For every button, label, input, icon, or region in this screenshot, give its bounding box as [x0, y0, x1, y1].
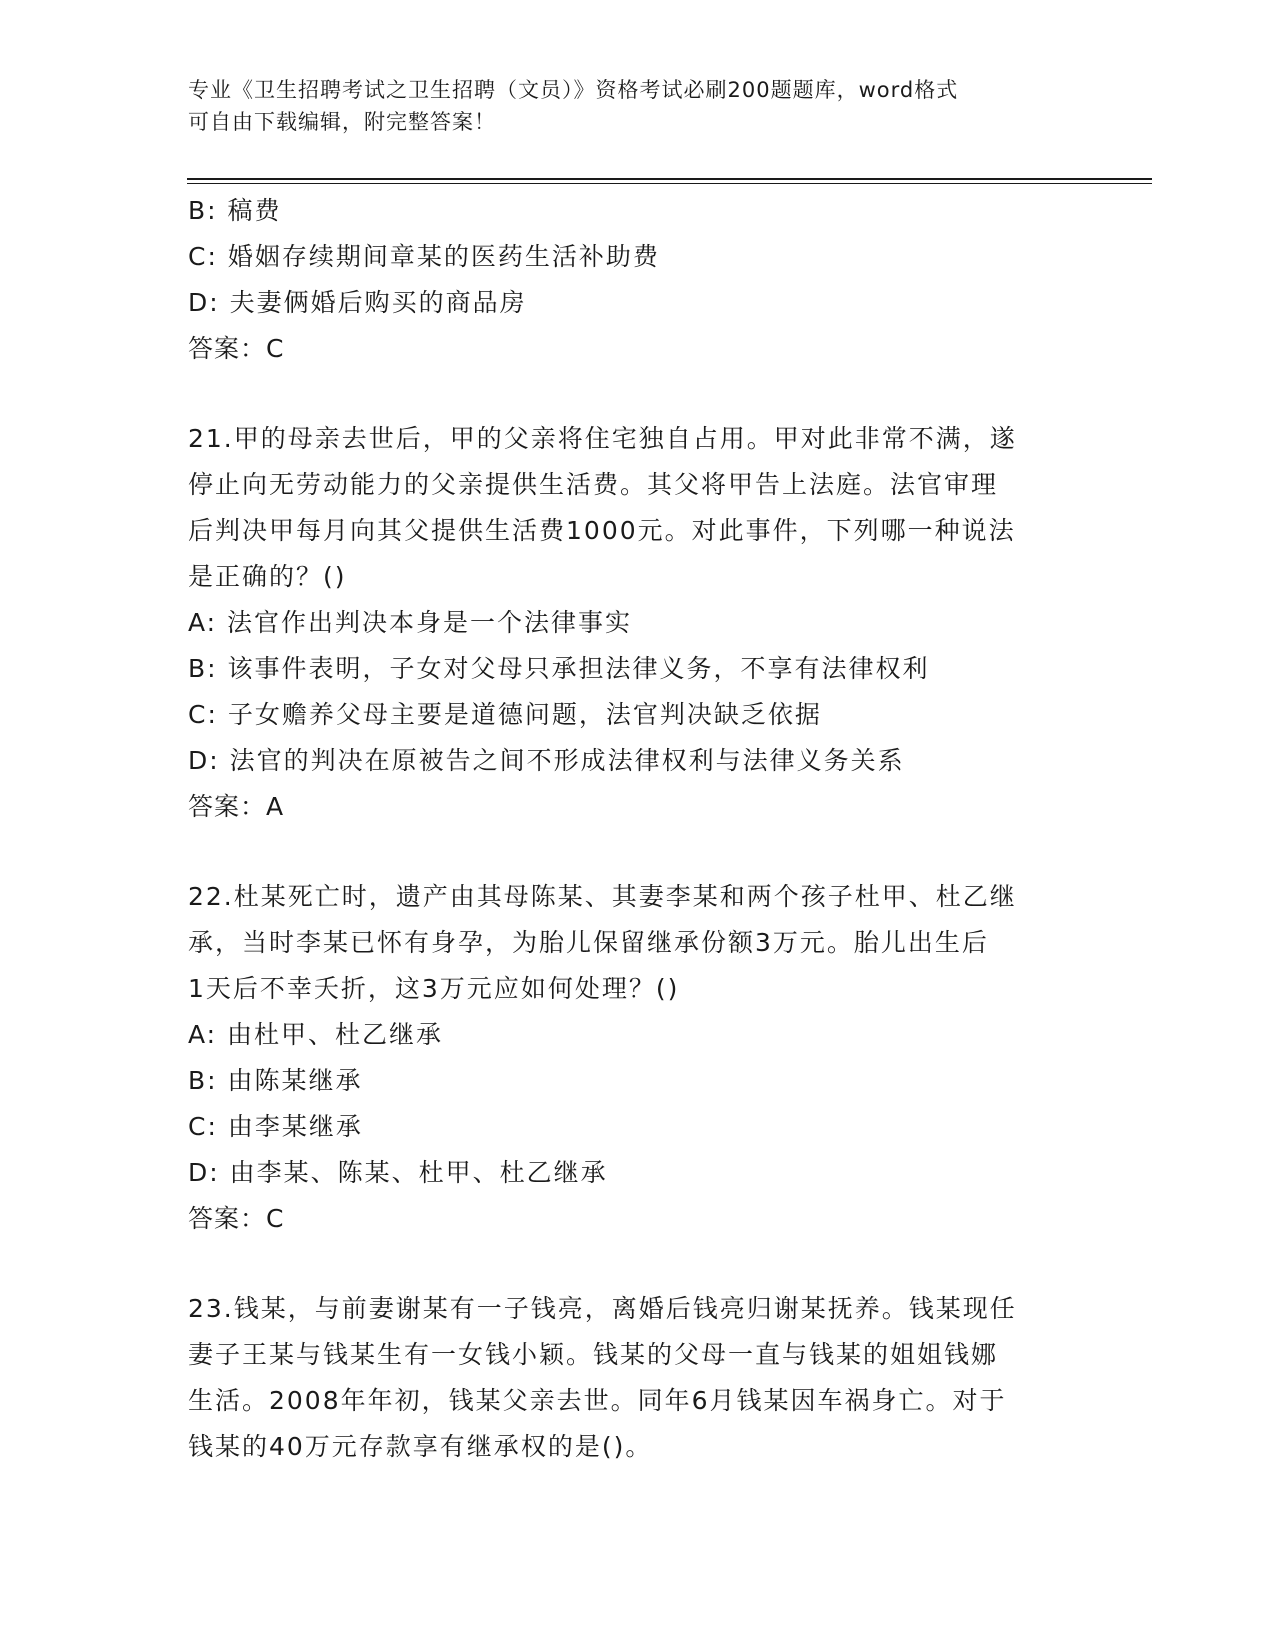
question-21 — [188, 416, 1088, 830]
option-c: C: 由李某继承 — [188, 1112, 363, 1141]
option-b: B: 该事件表明，子女对父母只承担法律义务，不享有法律权利 — [188, 654, 930, 683]
question-text-line: 承，当时李某已怀有身孕，为胎儿保留继承份额3万元。胎儿出生后 — [188, 928, 989, 957]
option-c: C: 子女赡养父母主要是道德问题，法官判决缺乏依据 — [188, 700, 822, 729]
option-d: D: 由李某、陈某、杜甲、杜乙继承 — [188, 1158, 608, 1187]
question-text-line: 生活。2008年年初，钱某父亲去世。同年6月钱某因车祸身亡。对于 — [188, 1386, 1007, 1415]
question-text-line: 1天后不幸夭折，这3万元应如何处理？() — [188, 974, 680, 1003]
question-text-line: 妻子王某与钱某生有一女钱小颖。钱某的父母一直与钱某的姐姐钱娜 — [188, 1340, 999, 1369]
answer-line: 答案：C — [188, 1204, 285, 1233]
answer-line: 答案：C — [188, 334, 285, 363]
question-22 — [188, 874, 1088, 1242]
question-text-line: 是正确的？() — [188, 562, 347, 591]
option-d: D: 夫妻俩婚后购买的商品房 — [188, 288, 527, 317]
question-20-continued — [188, 188, 1088, 372]
option-b: B: 稿费 — [188, 196, 282, 225]
option-a: A: 由杜甲、杜乙继承 — [188, 1020, 444, 1049]
option-d: D: 法官的判决在原被告之间不形成法律权利与法律义务关系 — [188, 746, 905, 775]
option-a: A: 法官作出判决本身是一个法律事实 — [188, 608, 633, 637]
document-header — [188, 74, 1068, 138]
document-body — [188, 188, 1088, 1470]
question-text-line: 22.杜某死亡时，遗产由其母陈某、其妻李某和两个孩子杜甲、杜乙继 — [188, 882, 1017, 911]
question-23 — [188, 1286, 1088, 1470]
header-divider-thin — [187, 183, 1152, 184]
question-text-line: 停止向无劳动能力的父亲提供生活费。其父将甲告上法庭。法官审理 — [188, 470, 999, 499]
question-text-line: 后判决甲每月向其父提供生活费1000元。对此事件，下列哪一种说法 — [188, 516, 1016, 545]
question-text-line: 21.甲的母亲去世后，甲的父亲将住宅独自占用。甲对此非常不满，遂 — [188, 424, 1017, 453]
answer-line: 答案：A — [188, 792, 285, 821]
question-text-line: 钱某的40万元存款享有继承权的是()。 — [188, 1432, 653, 1461]
header-line-2: 可自由下载编辑，附完整答案！ — [188, 110, 496, 134]
option-b: B: 由陈某继承 — [188, 1066, 363, 1095]
header-line-1: 专业《卫生招聘考试之卫生招聘（文员）》资格考试必刷200题题库，word格式 — [188, 78, 959, 102]
option-c: C: 婚姻存续期间章某的医药生活补助费 — [188, 242, 660, 271]
question-text-line: 23.钱某，与前妻谢某有一子钱亮，离婚后钱亮归谢某抚养。钱某现任 — [188, 1294, 1017, 1323]
header-divider-thick — [187, 178, 1152, 180]
